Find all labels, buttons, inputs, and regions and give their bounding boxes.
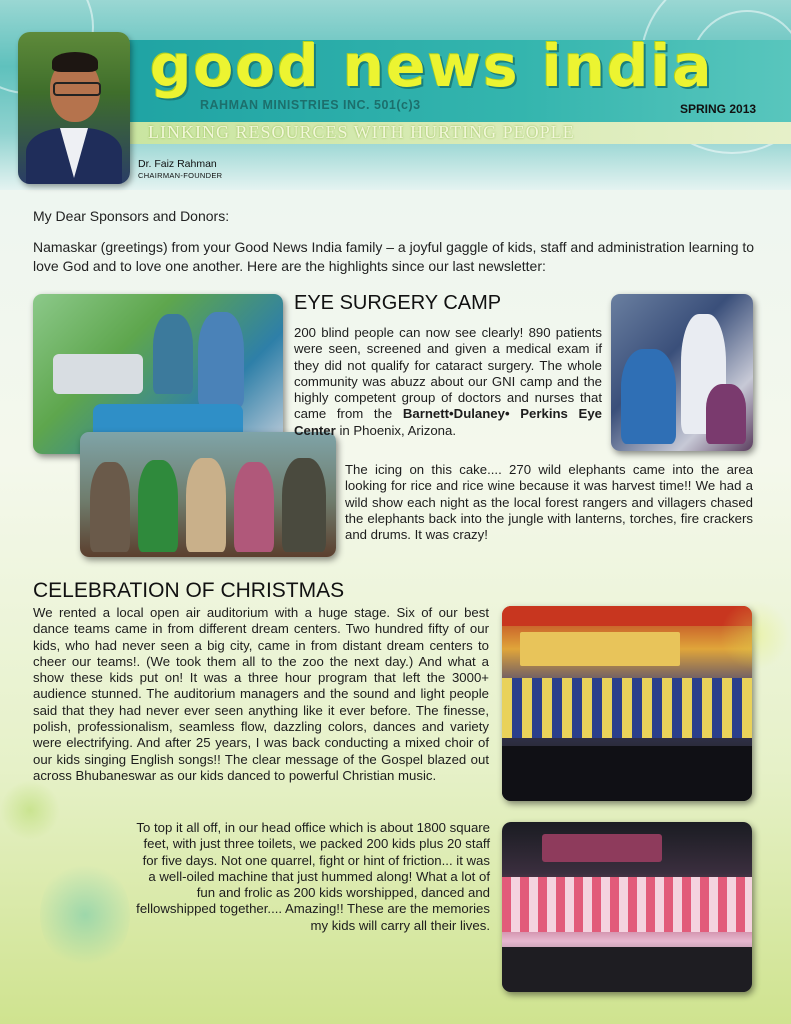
floral-decoration xyxy=(720,600,790,670)
portrait-hair xyxy=(52,52,98,72)
newsletter-title: good news india xyxy=(150,32,714,100)
stage-floor xyxy=(502,947,752,992)
founder-name: Dr. Faiz Rahman xyxy=(138,158,217,170)
stage-backdrop xyxy=(542,834,662,862)
salutation: My Dear Sponsors and Donors: xyxy=(33,208,230,224)
photo-figure xyxy=(621,349,676,444)
founder-portrait xyxy=(18,32,130,184)
surgery-photo xyxy=(33,294,283,454)
eye-exam-photo xyxy=(611,294,753,451)
eye-camp-heading: EYE SURGERY CAMP xyxy=(294,292,502,314)
eye-camp-text: 200 blind people can now see clearly! 890 patients were seen, screened and given a medical exam if they did not qualify for cataract surgery. The whole community was abuzz about our GNI camp and the highly competent group of doctors and nurses that came from the xyxy=(294,325,602,422)
patients-photo xyxy=(80,432,336,557)
choir-photo xyxy=(502,606,752,801)
audience xyxy=(502,746,752,801)
floral-decoration xyxy=(40,860,130,970)
christmas-heading: CELEBRATION OF CHRISTMAS xyxy=(33,579,345,602)
eye-camp-paragraph-2: The icing on this cake.... 270 wild elephants came into the area looking for rice and rice wine because it was harvest time!! We had a wild show each night as the local forest rangers and villagers chased the elephants back into the jungle with lanterns, torches, fire crackers and drums. It was crazy! xyxy=(345,462,753,543)
choir-children xyxy=(502,678,752,738)
tagline: LINKING RESOURCES WITH HURTING PEOPLE xyxy=(148,122,575,142)
dance-photo xyxy=(502,822,752,992)
photo-figure xyxy=(153,314,193,394)
eye-camp-location: in Phoenix, Arizona. xyxy=(335,422,457,438)
photo-figure xyxy=(234,462,274,552)
issue-season: SPRING 2013 xyxy=(680,102,757,116)
organization-name: RAHMAN MINISTRIES INC. 501(c)3 xyxy=(200,98,421,112)
floral-decoration xyxy=(0,780,60,840)
christmas-paragraph-2: To top it all off, in our head office which is about 1800 square feet, with just three toilets, we packed 200 kids plus 20 staff for five days. Not one quarrel, fight or hint of friction... it was a well-oiled machine that just hummed along! What a lot of fun and frolic as 200 kids worshipped, danced and fellowshipped together.... Amazing!! These are the memories my kids will carry all their lives. xyxy=(136,820,490,933)
photo-figure xyxy=(282,458,326,552)
eye-camp-paragraph-1 xyxy=(294,325,602,439)
christmas-paragraph-1: We rented a local open air auditorium with a huge stage. Six of our best dance teams came in from different dream centers. Two hundred fifty of our kids, who had never seen a big city, came in from distant dream centers to cheer our teams!. (We took them all to the zoo the next day.) And what a show these kids put on! It was a three hour program that left the 3000+ audience stunned. The auditorium managers and the sound and light people said that they had never ever seen anything like it ever before. The finesse, polish, professionalism, seamless flow, dazzling colors, dances and variety were electrifying. And after 25 years, I was back conducting a mixed choir of our kids singing English songs!! The clear message of the Gospel blazed out across Bhubaneswar as our kids danced to powerful Christian music. xyxy=(33,605,489,783)
photo-figure xyxy=(706,384,746,444)
stage-banner xyxy=(502,606,752,626)
microscope xyxy=(53,354,143,394)
founder-role: CHAIRMAN-FOUNDER xyxy=(138,171,223,180)
photo-figure xyxy=(186,458,226,552)
eye-center-name: Barnett•Dulaney• Perkins Eye Center xyxy=(294,406,602,438)
intro-paragraph: Namaskar (greetings) from your Good News India family – a joyful gaggle of kids, staff and administration learning to love God and to love one another. Here are the highlights since our last newsletter: xyxy=(33,239,755,274)
photo-figure xyxy=(198,312,244,407)
photo-figure xyxy=(90,462,130,552)
dancers xyxy=(502,877,752,932)
banner-board xyxy=(520,632,680,666)
portrait-glasses xyxy=(53,82,101,96)
photo-figure xyxy=(138,460,178,552)
